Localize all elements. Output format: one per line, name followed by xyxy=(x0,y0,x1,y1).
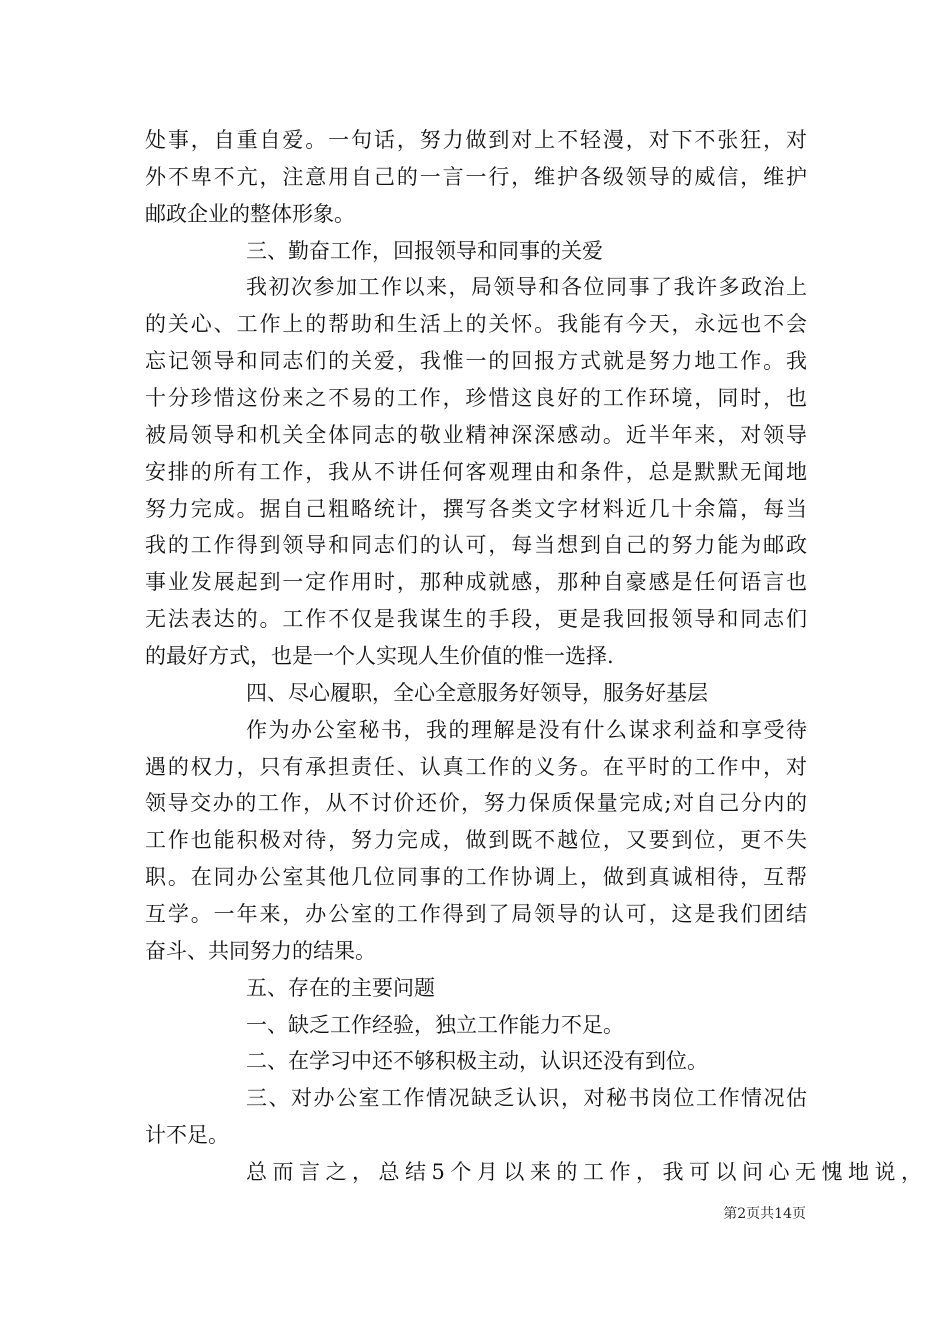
text-line: 计不足。 xyxy=(145,1123,229,1148)
text-line: 作为办公室秘书，我的理解是没有什么谋求利益和享受待 xyxy=(246,717,807,742)
text-line: 外不卑不亢，注意用自己的一言一行，维护各级领导的威信，维护 xyxy=(145,164,807,189)
text-line: 我初次参加工作以来，局领导和各位同事了我许多政治上 xyxy=(246,275,807,300)
list-item: 二、在学习中还不够积极主动，认识还没有到位。 xyxy=(246,1049,708,1074)
text-line: 我的工作得到领导和同志们的认可，每当想到自己的努力能为邮政 xyxy=(145,533,807,558)
text-line: 忘记领导和同志们的关爱，我惟一的回报方式就是努力地工作。我 xyxy=(145,349,807,374)
list-item: 三、对办公室工作情况缺乏认识，对秘书岗位工作情况估 xyxy=(246,1086,807,1111)
text-line: 无法表达的。工作不仅是我谋生的手段，更是我回报领导和同志们 xyxy=(145,607,807,632)
section-heading: 四、尽心履职，全心全意服务好领导，服务好基层 xyxy=(246,680,708,705)
text-line: 互学。一年来，办公室的工作得到了局领导的认可，这是我们团结 xyxy=(145,902,807,927)
text-line: 职。在同办公室其他几位同事的工作协调上，做到真诚相待，互帮 xyxy=(145,865,807,890)
text-line: 遇的权力，只有承担责任、认真工作的义务。在平时的工作中，对 xyxy=(145,754,807,779)
text-line: 总而言之，总结5个月以来的工作，我可以问心无愧地说， xyxy=(246,1160,922,1185)
list-item: 一、缺乏工作经验，独立工作能力不足。 xyxy=(246,1012,624,1037)
text-line: 奋斗、共同努力的结果。 xyxy=(145,938,376,963)
text-line: 安排的所有工作，我从不讲任何客观理由和条件，总是默默无闻地 xyxy=(145,459,807,484)
section-heading: 三、勤奋工作，回报领导和同事的关爱 xyxy=(246,238,603,263)
document-body xyxy=(145,122,922,1191)
text-line: 被局领导和机关全体同志的敬业精神深深感动。近半年来，对领导 xyxy=(145,422,807,447)
text-line: 领导交办的工作，从不讨价还价，努力保质保量完成;对自己分内的 xyxy=(145,791,807,816)
text-line: 的最好方式，也是一个人实现人生价值的惟一选择. xyxy=(145,644,614,669)
text-line: 工作也能积极对待，努力完成，做到既不越位，又要到位，更不失 xyxy=(145,828,807,853)
text-line: 努力完成。据自己粗略统计，撰写各类文字材料近几十余篇，每当 xyxy=(145,496,807,521)
text-line: 邮政企业的整体形象。 xyxy=(145,201,355,226)
text-line: 的关心、工作上的帮助和生活上的关怀。我能有今天，永远也不会 xyxy=(145,312,807,337)
page-number-footer: 第2页共14页 xyxy=(723,1206,806,1222)
text-line: 事业发展起到一定作用时，那种成就感，那种自豪感是任何语言也 xyxy=(145,570,807,595)
text-line: 处事，自重自爱。一句话，努力做到对上不轻漫，对下不张狂，对 xyxy=(145,128,807,152)
text-line: 十分珍惜这份来之不易的工作，珍惜这良好的工作环境，同时，也 xyxy=(145,386,807,411)
section-heading: 五、存在的主要问题 xyxy=(246,975,435,1000)
